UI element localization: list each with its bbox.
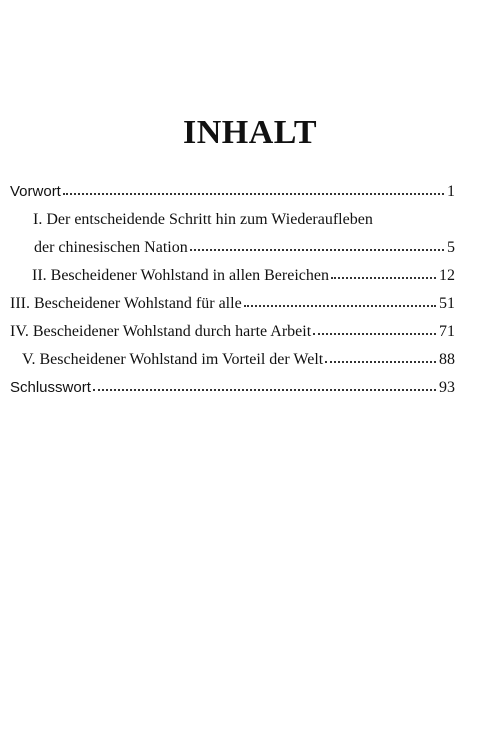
toc-label-vorwort: Vorwort — [10, 183, 61, 200]
toc-entry-chapter-4[interactable] — [10, 318, 455, 346]
toc-entry-vorwort[interactable] — [10, 178, 455, 206]
toc-entry-chapter-1-line-2[interactable] — [10, 234, 455, 262]
toc-page-chapter-3: 51 — [439, 295, 455, 312]
toc-label-chapter-1-line-1: I. Der entscheidende Schritt hin zum Wiederaufleben — [33, 211, 373, 228]
toc-dot-leader — [325, 361, 436, 363]
toc-page-chapter-5: 88 — [439, 351, 455, 368]
toc-dot-leader — [313, 333, 436, 335]
toc-label-chapter-3: III. Bescheidener Wohlstand für alle — [10, 295, 242, 312]
toc-label-chapter-1-line-2: der chinesischen Nation — [34, 239, 188, 256]
toc-dot-leader — [331, 277, 436, 279]
toc-page-chapter-2: 12 — [439, 267, 455, 284]
page-title: INHALT — [182, 114, 318, 151]
toc-dot-leader — [63, 193, 444, 195]
toc-entry-chapter-5[interactable] — [10, 346, 455, 374]
toc-page-chapter-1: 5 — [447, 239, 455, 256]
toc-dot-leader — [190, 249, 444, 251]
toc-entry-chapter-3[interactable] — [10, 290, 455, 318]
toc-label-schlusswort: Schlusswort — [10, 379, 91, 396]
toc-page-chapter-4: 71 — [439, 323, 455, 340]
toc-label-chapter-5: V. Bescheidener Wohlstand im Vorteil der Welt — [22, 351, 324, 368]
toc-label-chapter-2: II. Bescheidener Wohlstand in allen Bereichen — [32, 267, 329, 284]
table-of-contents — [10, 178, 455, 402]
toc-entry-chapter-2[interactable] — [10, 262, 455, 290]
toc-dot-leader — [244, 305, 436, 307]
toc-label-chapter-4: IV. Bescheidener Wohlstand durch harte Arbeit — [10, 323, 312, 340]
toc-page-schlusswort: 93 — [439, 379, 455, 396]
toc-entry-chapter-1-line-1[interactable] — [10, 206, 455, 234]
toc-page-vorwort: 1 — [447, 183, 455, 200]
toc-dot-leader — [93, 389, 436, 391]
toc-entry-schlusswort[interactable] — [10, 374, 455, 402]
